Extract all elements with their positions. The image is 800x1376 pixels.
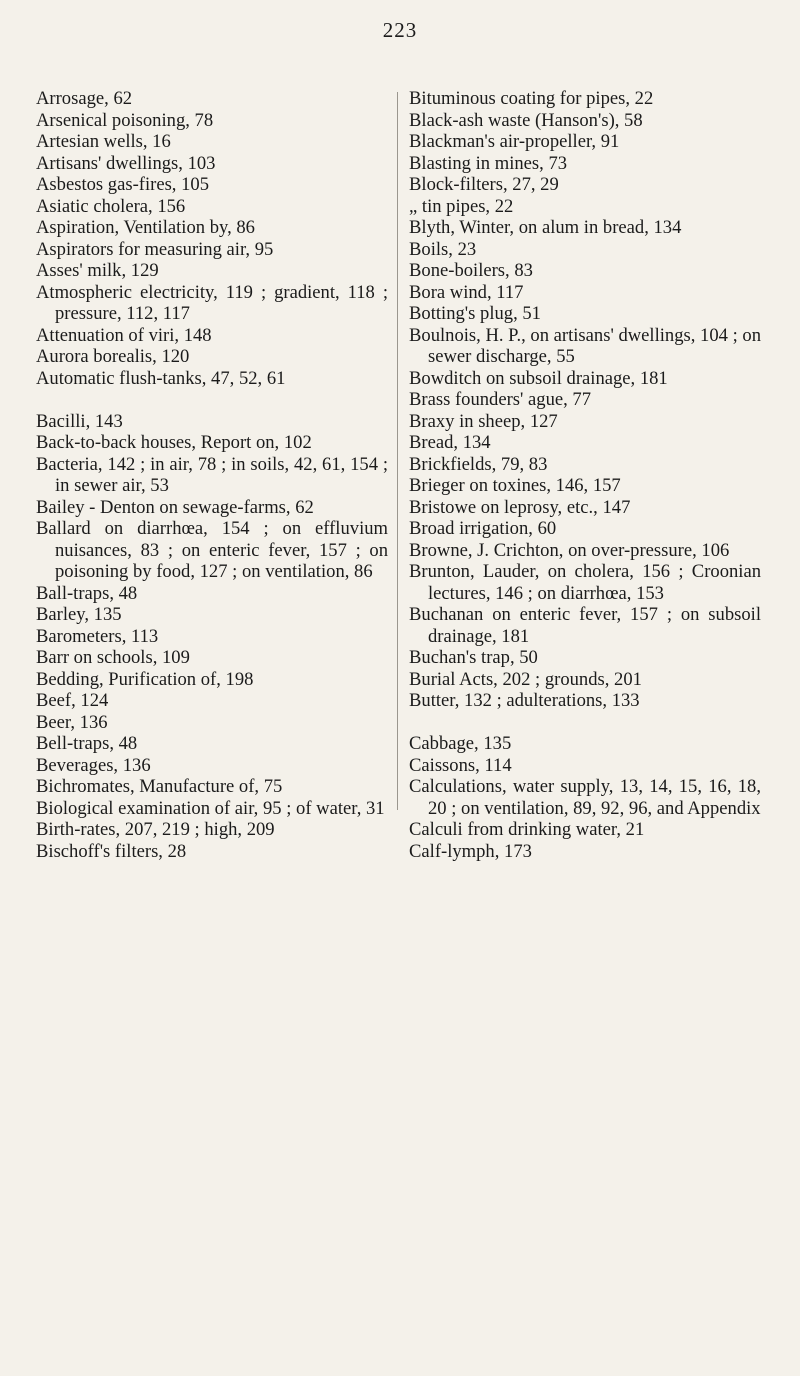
- index-entry: Blackman's air-propeller, 91: [409, 131, 620, 152]
- index-entry: Asses' milk, 129: [36, 260, 159, 281]
- index-entry: Cabbage, 135: [409, 733, 512, 754]
- index-entry: Black-ash waste (Hanson's), 58: [409, 109, 643, 131]
- index-entry: Calculi from drinking water, 21: [409, 819, 645, 840]
- index-column-left: [36, 88, 388, 862]
- index-entry: Bischoff's filters, 28: [36, 840, 187, 862]
- letter-section-gap: [36, 389, 388, 411]
- index-entry: Barr on schools, 109: [36, 647, 190, 668]
- index-entry: Bell-traps, 48: [36, 733, 138, 754]
- index-entry: Artisans' dwellings, 103: [36, 152, 216, 174]
- index-entry: Bituminous coating for pipes, 22: [409, 88, 654, 109]
- index-entry: Block-filters, 27, 29: [409, 174, 559, 195]
- index-entry: Bora wind, 117: [409, 281, 524, 303]
- index-entry: Aspiration, Ventilation by, 86: [36, 217, 255, 238]
- index-entry: Bristowe on leprosy, etc., 147: [409, 496, 631, 518]
- index-entry: Calculations, water supply, 13, 14, 15, 16, 18, 20 ; on ventilation, 89, 92, 96, and Appendix: [409, 776, 761, 819]
- index-entry: Blasting in mines, 73: [409, 152, 568, 174]
- index-entry: Attenuation of viri, 148: [36, 324, 212, 346]
- index-entry: Aurora borealis, 120: [36, 346, 190, 367]
- column-divider: [397, 92, 398, 810]
- index-entry: Botting's plug, 51: [409, 303, 541, 324]
- index-entry: Butter, 132 ; adulterations, 133: [409, 690, 640, 711]
- index-entry: Arsenical poisoning, 78: [36, 109, 214, 131]
- index-entry: Bowditch on subsoil drainage, 181: [409, 367, 668, 389]
- index-entry: Beef, 124: [36, 690, 109, 711]
- index-entry: Barometers, 113: [36, 625, 159, 647]
- index-entry: Birth-rates, 207, 219 ; high, 209: [36, 819, 275, 840]
- index-entry: Back-to-back houses, Report on, 102: [36, 432, 312, 453]
- index-entry: Asbestos gas-fires, 105: [36, 174, 209, 195]
- letter-section-gap: [409, 712, 761, 734]
- index-entry: Automatic flush-tanks, 47, 52, 61: [36, 367, 286, 389]
- index-entry: Broad irrigation, 60: [409, 518, 557, 539]
- index-entry: Artesian wells, 16: [36, 131, 171, 152]
- index-entry: Bread, 134: [409, 432, 491, 453]
- index-entry: Beer, 136: [36, 711, 108, 733]
- index-entry: Beverages, 136: [36, 754, 151, 776]
- index-entry: Asiatic cholera, 156: [36, 195, 186, 217]
- index-entry: Atmospheric electricity, 119 ; gradient, 118 ; pressure, 112, 117: [36, 281, 388, 324]
- index-entry: Bacilli, 143: [36, 410, 123, 432]
- index-entry: Arrosage, 62: [36, 88, 133, 109]
- index-entry: Biological examination of air, 95 ; of water, 31: [36, 797, 385, 819]
- index-entry: Buchanan on enteric fever, 157 ; on subsoil drainage, 181: [409, 604, 761, 647]
- index-entry: Brieger on toxines, 146, 157: [409, 475, 621, 496]
- index-entry: Buchan's trap, 50: [409, 647, 538, 668]
- index-entry: Barley, 135: [36, 604, 122, 625]
- index-entry: Brunton, Lauder, on cholera, 156 ; Croonian lectures, 146 ; on diarrhœa, 153: [409, 561, 761, 604]
- index-entry: Bailey - Denton on sewage-farms, 62: [36, 496, 314, 518]
- index-entry: „ tin pipes, 22: [409, 195, 514, 217]
- index-entry: Boulnois, H. P., on artisans' dwellings, 104 ; on sewer discharge, 55: [409, 324, 761, 367]
- index-column-right: [409, 88, 761, 862]
- index-entry: Ball-traps, 48: [36, 582, 138, 604]
- index-entry: Ballard on diarrhœa, 154 ; on effluvium nuisances, 83 ; on enteric fever, 157 ; on poisoning by food, 127 ; on ventilation, 86: [36, 518, 388, 582]
- index-entry: Aspirators for measuring air, 95: [36, 238, 274, 260]
- index-entry: Braxy in sheep, 127: [409, 410, 558, 432]
- index-entry: Calf-lymph, 173: [409, 840, 532, 862]
- index-entry: Bichromates, Manufacture of, 75: [36, 776, 283, 797]
- index-entry: Brickfields, 79, 83: [409, 453, 548, 475]
- index-entry: Bacteria, 142 ; in air, 78 ; in soils, 42, 61, 154 ; in sewer air, 53: [36, 453, 388, 496]
- page-number: 223: [382, 18, 418, 42]
- index-entry: Blyth, Winter, on alum in bread, 134: [409, 217, 682, 238]
- index-entry: Brass founders' ague, 77: [409, 389, 592, 410]
- index-entry: Bone-boilers, 83: [409, 260, 533, 281]
- index-entry: Bedding, Purification of, 198: [36, 668, 254, 690]
- index-entry: Burial Acts, 202 ; grounds, 201: [409, 668, 642, 690]
- index-entry: Caissons, 114: [409, 754, 512, 776]
- index-entry: Browne, J. Crichton, on over-pressure, 106: [409, 539, 730, 561]
- index-entry: Boils, 23: [409, 238, 477, 260]
